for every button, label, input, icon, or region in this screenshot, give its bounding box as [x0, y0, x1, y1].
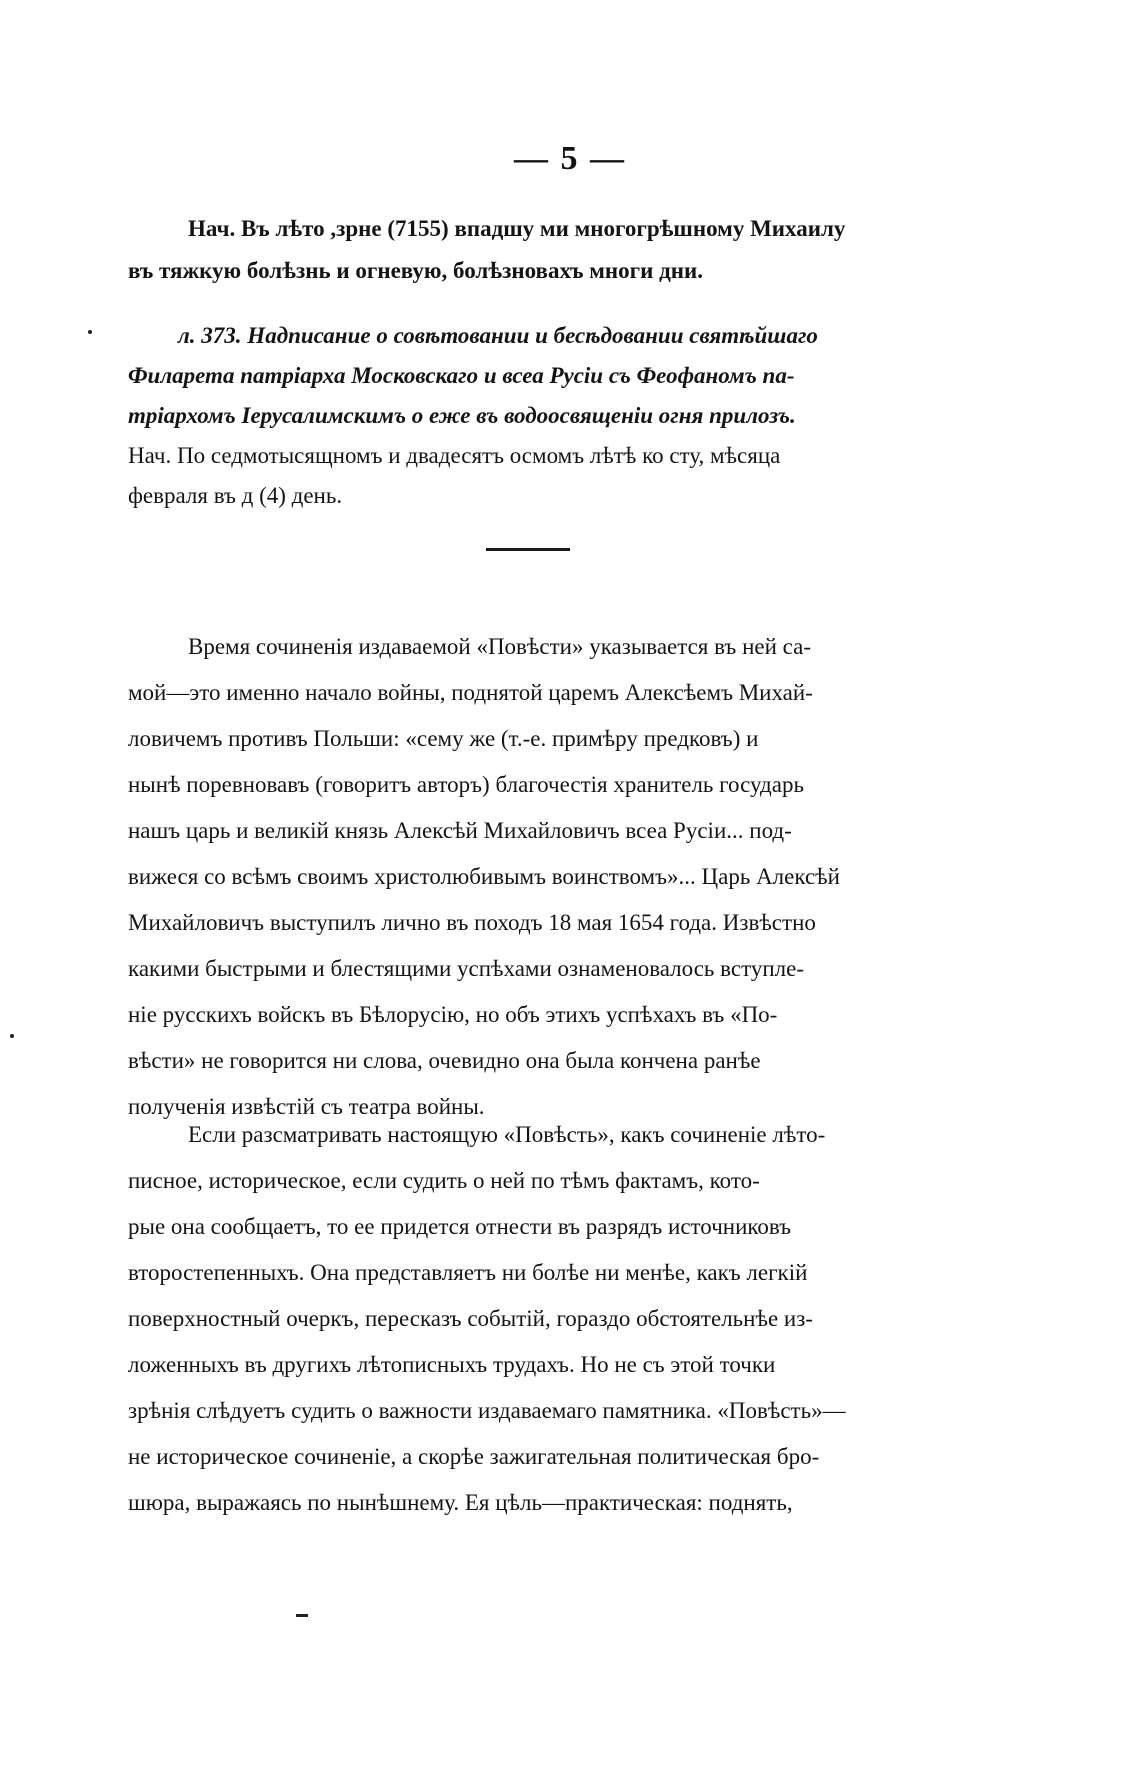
section-divider	[486, 548, 570, 551]
paragraph-2-line-4: второстепенныхъ. Она представляетъ ни болѣе ни менѣе, какъ легкій	[128, 1260, 808, 1285]
paragraph-1-line-11: полученія извѣстій съ театра войны.	[128, 1094, 485, 1119]
manuscript-entry-2	[128, 316, 928, 516]
paragraph-2-line-7: зрѣнія слѣдуетъ судить о важности издаваемаго памятника. «Повѣсть»—	[128, 1398, 846, 1423]
paragraph-2-line-3: рые она сообщаетъ, то ее придется отнести въ разрядъ источниковъ	[128, 1214, 792, 1239]
entry-2-line-2: Филарета патріарха Московскаго и всеа Русіи съ Феофаномъ па-	[128, 363, 795, 388]
paragraph-1-line-10: вѣсти» не говорится ни слова, очевидно она была кончена ранѣе	[128, 1048, 761, 1073]
scan-speck	[10, 1034, 14, 1038]
paragraph-1-line-9: ніе русскихъ войскъ въ Бѣлорусію, но объ этихъ успѣхахъ въ «По-	[128, 1002, 778, 1027]
entry-2-line-5: февраля въ д (4) день.	[128, 483, 343, 508]
paragraph-2-line-9: шюра, выражаясь по нынѣшнему. Ея цѣль—практическая: поднять,	[128, 1490, 793, 1515]
entry-2-line-1: л. 373. Надписание о совѣтовании и бесѣдовании святѣйшаго	[178, 323, 818, 348]
paragraph-1-line-5: нашъ царь и великій князь Алексѣй Михайловичъ всеа Русіи... под-	[128, 818, 792, 843]
manuscript-entry-1	[128, 208, 928, 292]
paragraph-2	[128, 1112, 928, 1526]
entry-1-line-2: въ тяжкую болѣзнь и огневую, болѣзновахъ многи дни.	[128, 258, 703, 283]
paragraph-1-line-4: нынѣ поревновавъ (говоритъ авторъ) благочестія хранитель государь	[128, 772, 804, 797]
paragraph-2-line-6: ложенныхъ въ другихъ лѣтописныхъ трудахъ. Но не съ этой точки	[128, 1352, 776, 1377]
entry-1-line-1: Нач. Въ лѣто ,зрне (7155) впадшу ми многогрѣшному Михаилу	[188, 216, 846, 241]
paragraph-2-line-2: писное, историческое, если судить о ней по тѣмъ фактамъ, кото-	[128, 1168, 760, 1193]
paragraph-2-line-8: не историческое сочиненіе, а скорѣе зажигательная политическая бро-	[128, 1444, 820, 1469]
scan-speck	[296, 1614, 308, 1617]
paragraph-1-line-6: вижеся со всѣмъ своимъ христолюбивымъ воинствомъ»... Царь Алексѣй	[128, 864, 840, 889]
entry-2-line-3: тріархомъ Іерусалимскимъ о еже въ водоосвященіи огня прилозъ.	[128, 403, 796, 428]
paragraph-1-line-8: какими быстрыми и блестящими успѣхами ознаменовалось вступле-	[128, 956, 805, 981]
entry-2-line-4: Нач. По седмотысящномъ и двадесятъ осмомъ лѣтѣ ко сту, мѣсяца	[128, 443, 781, 468]
paragraph-2-line-1: Если разсматривать настоящую «Повѣсть», какъ сочиненіе лѣто-	[188, 1122, 826, 1147]
paragraph-1-line-1: Время сочиненія издаваемой «Повѣсти» указывается въ ней са-	[188, 634, 811, 659]
scan-speck	[88, 330, 92, 334]
paragraph-2-line-5: поверхностный очеркъ, пересказъ событій, гораздо обстоятельнѣе из-	[128, 1306, 813, 1331]
paragraph-1-line-7: Михайловичъ выступилъ лично въ походъ 18 мая 1654 года. Извѣстно	[128, 910, 816, 935]
paragraph-1-line-2: мой—это именно начало войны, поднятой царемъ Алексѣемъ Михай-	[128, 680, 813, 705]
paragraph-1	[128, 624, 928, 1130]
paragraph-1-line-3: ловичемъ противъ Польши: «сему же (т.-е. примѣру предковъ) и	[128, 726, 759, 751]
page-number: — 5 —	[514, 140, 626, 177]
